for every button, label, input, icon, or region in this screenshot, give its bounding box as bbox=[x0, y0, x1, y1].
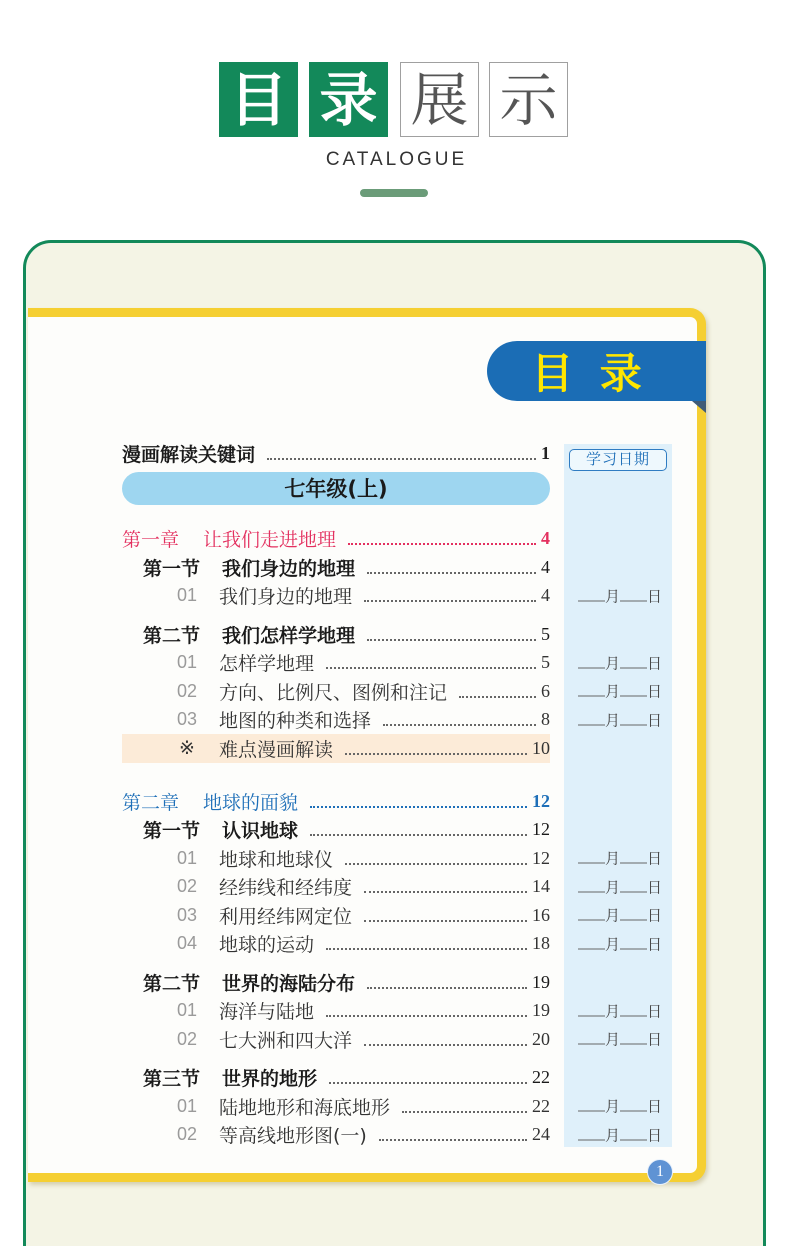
lesson-row bbox=[122, 582, 663, 611]
month-label: 月 bbox=[605, 935, 621, 954]
study-date-field bbox=[578, 848, 662, 869]
date-blank bbox=[578, 1100, 605, 1112]
lesson-number: 03 bbox=[177, 904, 198, 925]
lesson-row bbox=[122, 1025, 663, 1054]
chapter-row bbox=[122, 525, 550, 554]
special-row bbox=[122, 734, 550, 763]
dot-leader bbox=[383, 724, 536, 726]
date-blank bbox=[578, 852, 605, 864]
toc-title: 目 录 bbox=[531, 349, 648, 398]
day-label: 日 bbox=[647, 711, 663, 730]
study-date-field bbox=[578, 585, 662, 606]
section-row bbox=[122, 553, 550, 582]
dot-leader bbox=[367, 639, 536, 641]
lesson-title: 地球的运动 bbox=[219, 934, 315, 957]
study-date-field bbox=[578, 1000, 662, 1021]
day-label: 日 bbox=[647, 935, 663, 954]
study-date-field bbox=[578, 933, 662, 954]
dot-leader bbox=[310, 806, 527, 808]
day-label: 日 bbox=[647, 1030, 663, 1049]
section-row bbox=[122, 620, 550, 649]
study-date-field bbox=[578, 709, 662, 730]
date-blank bbox=[620, 589, 647, 601]
lesson-row bbox=[122, 901, 663, 930]
lesson-number: 02 bbox=[177, 1028, 198, 1049]
page-ref: 5 bbox=[541, 623, 550, 644]
section-title: 世界的海陆分布 bbox=[222, 972, 356, 995]
dot-leader bbox=[364, 920, 527, 922]
month-label: 月 bbox=[605, 711, 621, 730]
day-label: 日 bbox=[647, 682, 663, 701]
lesson-title: 我们身边的地理 bbox=[219, 586, 353, 609]
title-char-box bbox=[489, 62, 568, 137]
lesson-title: 怎样学地理 bbox=[219, 653, 315, 676]
lesson-row bbox=[122, 930, 663, 959]
section-number: 第一节 bbox=[143, 557, 201, 580]
dot-leader bbox=[326, 948, 527, 950]
dot-leader bbox=[364, 600, 536, 602]
page-ref: 12 bbox=[532, 819, 550, 840]
date-blank bbox=[620, 1004, 647, 1016]
date-blank bbox=[620, 880, 647, 892]
page-ref: 12 bbox=[532, 790, 550, 811]
chapter-title: 让我们走进地理 bbox=[203, 529, 337, 552]
date-blank bbox=[578, 1004, 605, 1016]
lesson-row bbox=[122, 649, 663, 678]
chapter-row bbox=[122, 787, 550, 816]
page-ref: 12 bbox=[532, 847, 550, 868]
lesson-title: 方向、比例尺、图例和注记 bbox=[219, 681, 448, 704]
lesson-number: 03 bbox=[177, 709, 198, 730]
day-label: 日 bbox=[647, 878, 663, 897]
month-label: 月 bbox=[605, 1097, 621, 1116]
dot-leader bbox=[402, 1111, 527, 1113]
page-ref: 14 bbox=[532, 876, 550, 897]
title-char: 示 bbox=[499, 65, 558, 134]
month-label: 月 bbox=[605, 849, 621, 868]
page-ref: 18 bbox=[532, 933, 550, 954]
lesson-number: 02 bbox=[177, 1124, 198, 1145]
lesson-row bbox=[122, 873, 663, 902]
reference-mark: ※ bbox=[179, 737, 195, 760]
dot-leader bbox=[326, 667, 536, 669]
section-row bbox=[122, 1064, 550, 1093]
date-blank bbox=[578, 1033, 605, 1045]
page-ref: 22 bbox=[532, 1095, 550, 1116]
page-number-badge bbox=[647, 1159, 673, 1185]
toc-row-intro bbox=[122, 439, 550, 468]
lesson-number: 04 bbox=[177, 933, 198, 954]
page-ref: 19 bbox=[532, 971, 550, 992]
lesson-title: 海洋与陆地 bbox=[219, 1001, 315, 1024]
month-label: 月 bbox=[605, 682, 621, 701]
date-blank bbox=[578, 937, 605, 949]
chapter-number: 第二章 bbox=[122, 791, 180, 814]
chapter-number: 第一章 bbox=[122, 529, 180, 552]
day-label: 日 bbox=[647, 587, 663, 606]
study-date-header: 学习日期 bbox=[569, 449, 667, 471]
catalogue-subtitle: CATALOGUE bbox=[325, 149, 468, 170]
lesson-title: 等高线地形图(一) bbox=[219, 1125, 367, 1148]
month-label: 月 bbox=[605, 906, 621, 925]
date-blank bbox=[578, 880, 605, 892]
study-date-field bbox=[578, 905, 662, 926]
lesson-number: 01 bbox=[177, 585, 198, 606]
date-blank bbox=[620, 937, 647, 949]
date-blank bbox=[620, 656, 647, 668]
dot-leader bbox=[459, 696, 536, 698]
dot-leader bbox=[364, 891, 527, 893]
dot-leader bbox=[345, 753, 527, 755]
day-label: 日 bbox=[647, 1126, 663, 1145]
dot-leader bbox=[310, 834, 527, 836]
date-blank bbox=[578, 713, 605, 725]
month-label: 月 bbox=[605, 878, 621, 897]
date-blank bbox=[578, 685, 605, 697]
study-date-field bbox=[578, 1124, 662, 1145]
page-ref: 5 bbox=[541, 652, 550, 673]
header-underline-bar bbox=[360, 189, 428, 197]
section-number: 第三节 bbox=[143, 1068, 201, 1091]
lesson-title: 经纬线和经纬度 bbox=[219, 877, 353, 900]
page-ref: 4 bbox=[541, 528, 550, 549]
section-title: 世界的地形 bbox=[222, 1068, 318, 1091]
lesson-number: 01 bbox=[177, 652, 198, 673]
date-blank bbox=[620, 1128, 647, 1140]
lesson-number: 01 bbox=[177, 1095, 198, 1116]
date-blank bbox=[620, 713, 647, 725]
dot-leader bbox=[326, 1015, 527, 1017]
day-label: 日 bbox=[647, 906, 663, 925]
dot-leader bbox=[267, 458, 536, 460]
dot-leader bbox=[364, 1044, 527, 1046]
lesson-row bbox=[122, 706, 663, 735]
lesson-row bbox=[122, 1121, 663, 1150]
date-blank bbox=[620, 685, 647, 697]
dot-leader bbox=[348, 543, 536, 545]
date-blank bbox=[620, 1100, 647, 1112]
dot-leader bbox=[329, 1082, 527, 1084]
special-title: 难点漫画解读 bbox=[219, 738, 334, 761]
page-ref: 8 bbox=[541, 709, 550, 730]
date-blank bbox=[620, 1033, 647, 1045]
toc-title-badge bbox=[487, 341, 706, 401]
date-blank bbox=[578, 656, 605, 668]
dot-leader bbox=[367, 987, 527, 989]
study-date-field bbox=[578, 1029, 662, 1050]
lesson-row bbox=[122, 997, 663, 1026]
study-date-field bbox=[578, 681, 662, 702]
section-number: 第二节 bbox=[143, 972, 201, 995]
date-blank bbox=[578, 1128, 605, 1140]
page-ref: 19 bbox=[532, 1000, 550, 1021]
lesson-title: 地球和地球仪 bbox=[219, 848, 334, 871]
lesson-title: 陆地地形和海底地形 bbox=[219, 1096, 391, 1119]
page-ref: 4 bbox=[541, 556, 550, 577]
section-number: 第一节 bbox=[143, 820, 201, 843]
day-label: 日 bbox=[647, 1002, 663, 1021]
month-label: 月 bbox=[605, 1002, 621, 1021]
lesson-number: 01 bbox=[177, 1000, 198, 1021]
month-label: 月 bbox=[605, 654, 621, 673]
lesson-number: 02 bbox=[177, 680, 198, 701]
section-row bbox=[122, 816, 550, 845]
dot-leader bbox=[345, 863, 527, 865]
grade-banner: 七年级(上) bbox=[122, 472, 550, 505]
month-label: 月 bbox=[605, 1030, 621, 1049]
section-title: 我们身边的地理 bbox=[222, 557, 356, 580]
page-ref: 24 bbox=[532, 1124, 550, 1145]
date-blank bbox=[620, 909, 647, 921]
lesson-title: 利用经纬网定位 bbox=[219, 905, 353, 928]
page-ref: 6 bbox=[541, 680, 550, 701]
title-char-box bbox=[219, 62, 298, 137]
section-title: 我们怎样学地理 bbox=[222, 624, 356, 647]
month-label: 月 bbox=[605, 1126, 621, 1145]
day-label: 日 bbox=[647, 849, 663, 868]
study-date-field bbox=[578, 652, 662, 673]
study-date-field bbox=[578, 876, 662, 897]
page-ref: 10 bbox=[532, 737, 550, 758]
page-ref: 22 bbox=[532, 1067, 550, 1088]
lesson-title: 地图的种类和选择 bbox=[219, 710, 372, 733]
entry-title: 漫画解读关键词 bbox=[122, 443, 256, 466]
lesson-number: 02 bbox=[177, 876, 198, 897]
title-char: 目 bbox=[229, 65, 288, 134]
title-char: 展 bbox=[410, 65, 469, 134]
page-ref: 20 bbox=[532, 1028, 550, 1049]
page-number: 1 bbox=[656, 1163, 664, 1180]
lesson-row bbox=[122, 844, 663, 873]
lesson-title: 七大洲和四大洋 bbox=[219, 1029, 353, 1052]
section-title: 认识地球 bbox=[222, 820, 299, 843]
section-number: 第二节 bbox=[143, 624, 201, 647]
section-row bbox=[122, 968, 550, 997]
title-char: 录 bbox=[319, 65, 378, 134]
title-char-box bbox=[400, 62, 479, 137]
dot-leader bbox=[367, 572, 536, 574]
chapter-title: 地球的面貌 bbox=[203, 791, 299, 814]
date-blank bbox=[578, 589, 605, 601]
day-label: 日 bbox=[647, 654, 663, 673]
badge-fold-corner bbox=[692, 401, 706, 413]
date-blank bbox=[578, 909, 605, 921]
month-label: 月 bbox=[605, 587, 621, 606]
lesson-row bbox=[122, 1092, 663, 1121]
lesson-number: 01 bbox=[177, 847, 198, 868]
page-ref: 16 bbox=[532, 904, 550, 925]
lesson-row bbox=[122, 677, 663, 706]
study-date-field bbox=[578, 1096, 662, 1117]
page-ref: 1 bbox=[541, 442, 550, 463]
page-ref: 4 bbox=[541, 585, 550, 606]
day-label: 日 bbox=[647, 1097, 663, 1116]
date-blank bbox=[620, 852, 647, 864]
title-char-box bbox=[309, 62, 388, 137]
dot-leader bbox=[379, 1139, 527, 1141]
